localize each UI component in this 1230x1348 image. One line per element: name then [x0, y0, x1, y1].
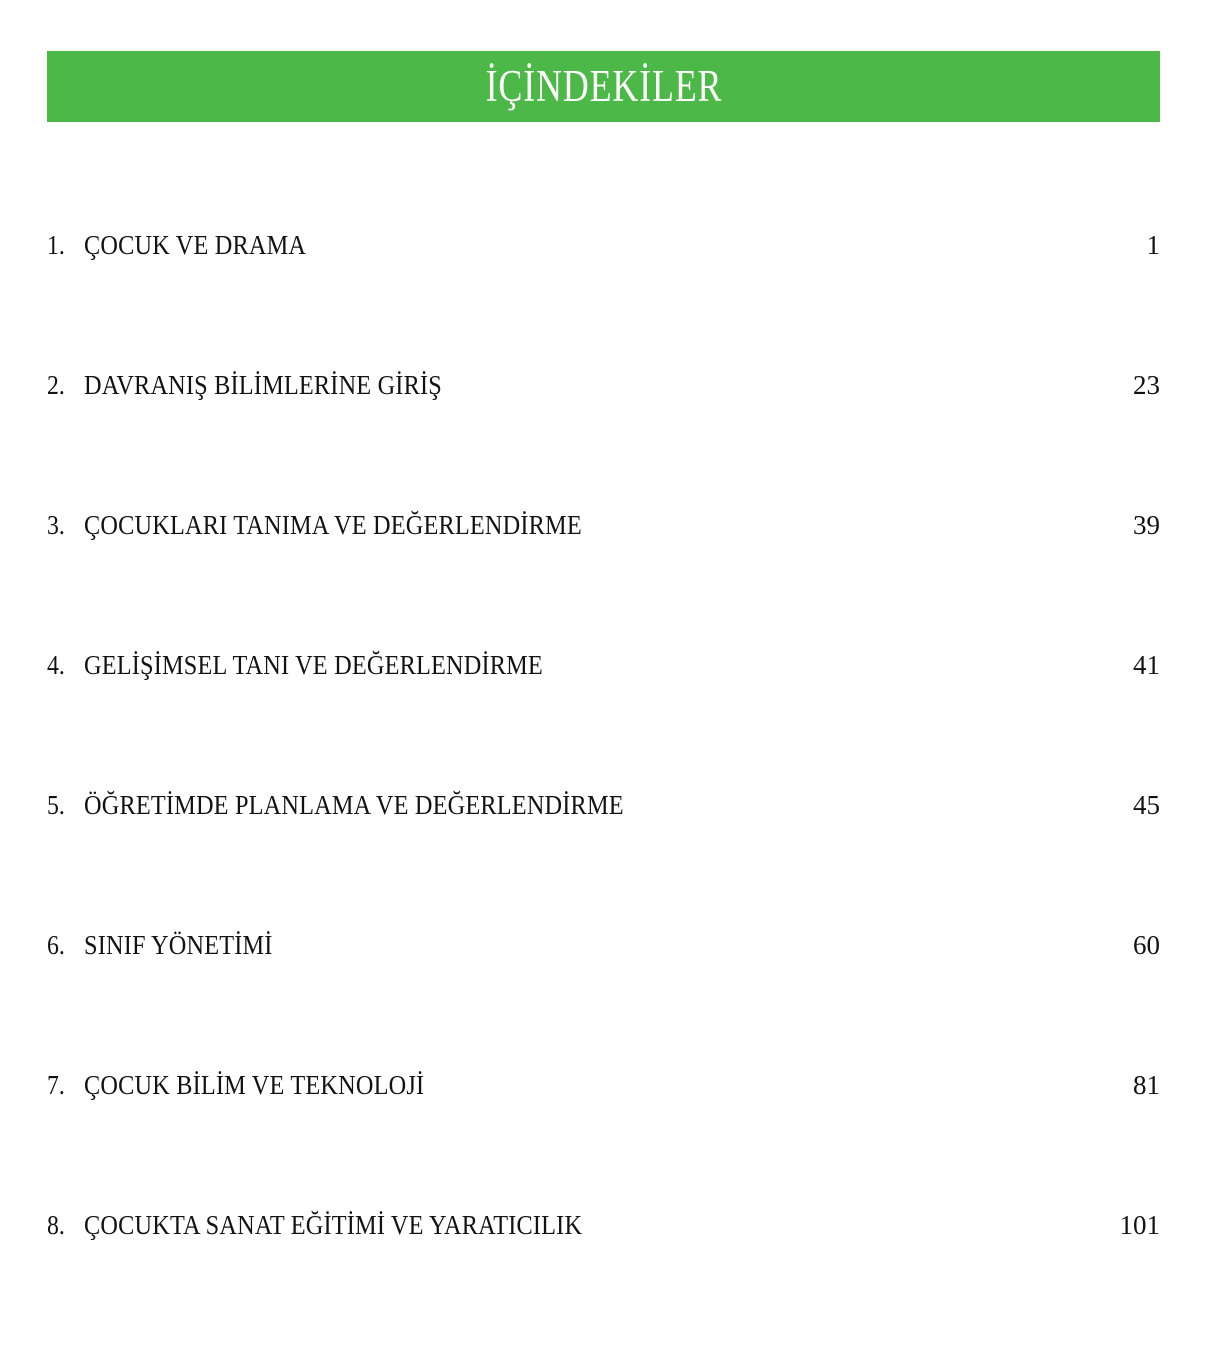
toc-entry-title: ÖĞRETİMDE PLANLAMA VE DEĞERLENDİRME — [84, 790, 624, 820]
toc-entry[interactable] — [47, 648, 1160, 788]
toc-entry-title: DAVRANIŞ BİLİMLERİNE GİRİŞ — [84, 370, 442, 400]
toc-entry-page-number: 81 — [1133, 1070, 1160, 1100]
toc-leader-dots — [647, 1233, 1117, 1234]
toc-entry-page-number: 39 — [1133, 510, 1160, 540]
toc-entry-number: 3. — [47, 510, 65, 540]
toc-entry-title: GELİŞİMSEL TANI VE DEĞERLENDİRME — [84, 650, 543, 680]
toc-entry-list — [47, 228, 1160, 1348]
toc-entry-page-number: 101 — [1119, 1210, 1160, 1240]
toc-entry-page-number: 60 — [1133, 930, 1160, 960]
toc-entry-title: ÇOCUKLARI TANIMA VE DEĞERLENDİRME — [84, 510, 582, 540]
toc-leader-dots — [693, 813, 1130, 814]
toc-entry-title: ÇOCUK VE DRAMA — [84, 230, 307, 260]
toc-entry-number: 1. — [47, 230, 65, 260]
toc-entry-page-number: 41 — [1133, 650, 1160, 680]
toc-entry-number: 8. — [47, 1210, 65, 1240]
toc-entry[interactable] — [47, 508, 1160, 648]
page-title: İÇİNDEKİLER — [485, 61, 722, 111]
toc-entry-page-number: 23 — [1133, 370, 1160, 400]
toc-entry-number: 7. — [47, 1070, 65, 1100]
toc-entry-page-number: 1 — [1146, 230, 1160, 260]
toc-leader-dots — [332, 253, 1144, 254]
toc-entry-title: ÇOCUK BİLİM VE TEKNOLOJİ — [84, 1070, 425, 1100]
toc-entry-number: 6. — [47, 930, 65, 960]
toc-entry[interactable] — [47, 1208, 1160, 1348]
toc-entry[interactable] — [47, 928, 1160, 1068]
toc-entry[interactable] — [47, 368, 1160, 508]
toc-entry-page-number: 45 — [1133, 790, 1160, 820]
toc-entry-number: 5. — [47, 790, 65, 820]
toc-entry[interactable] — [47, 228, 1160, 368]
toc-entry[interactable] — [47, 1068, 1160, 1208]
toc-leader-dots — [646, 533, 1130, 534]
toc-leader-dots — [303, 953, 1130, 954]
toc-entry-number: 4. — [47, 650, 65, 680]
toc-entry-number: 2. — [47, 370, 65, 400]
toc-entry-title: SINIF YÖNETİMİ — [84, 930, 273, 960]
toc-header-banner — [47, 51, 1160, 122]
toc-entry-title: ÇOCUKTA SANAT EĞİTİMİ VE YARATICILIK — [84, 1210, 583, 1240]
toc-leader-dots — [491, 393, 1130, 394]
toc-leader-dots — [471, 1093, 1130, 1094]
toc-leader-dots — [603, 673, 1130, 674]
toc-entry[interactable] — [47, 788, 1160, 928]
